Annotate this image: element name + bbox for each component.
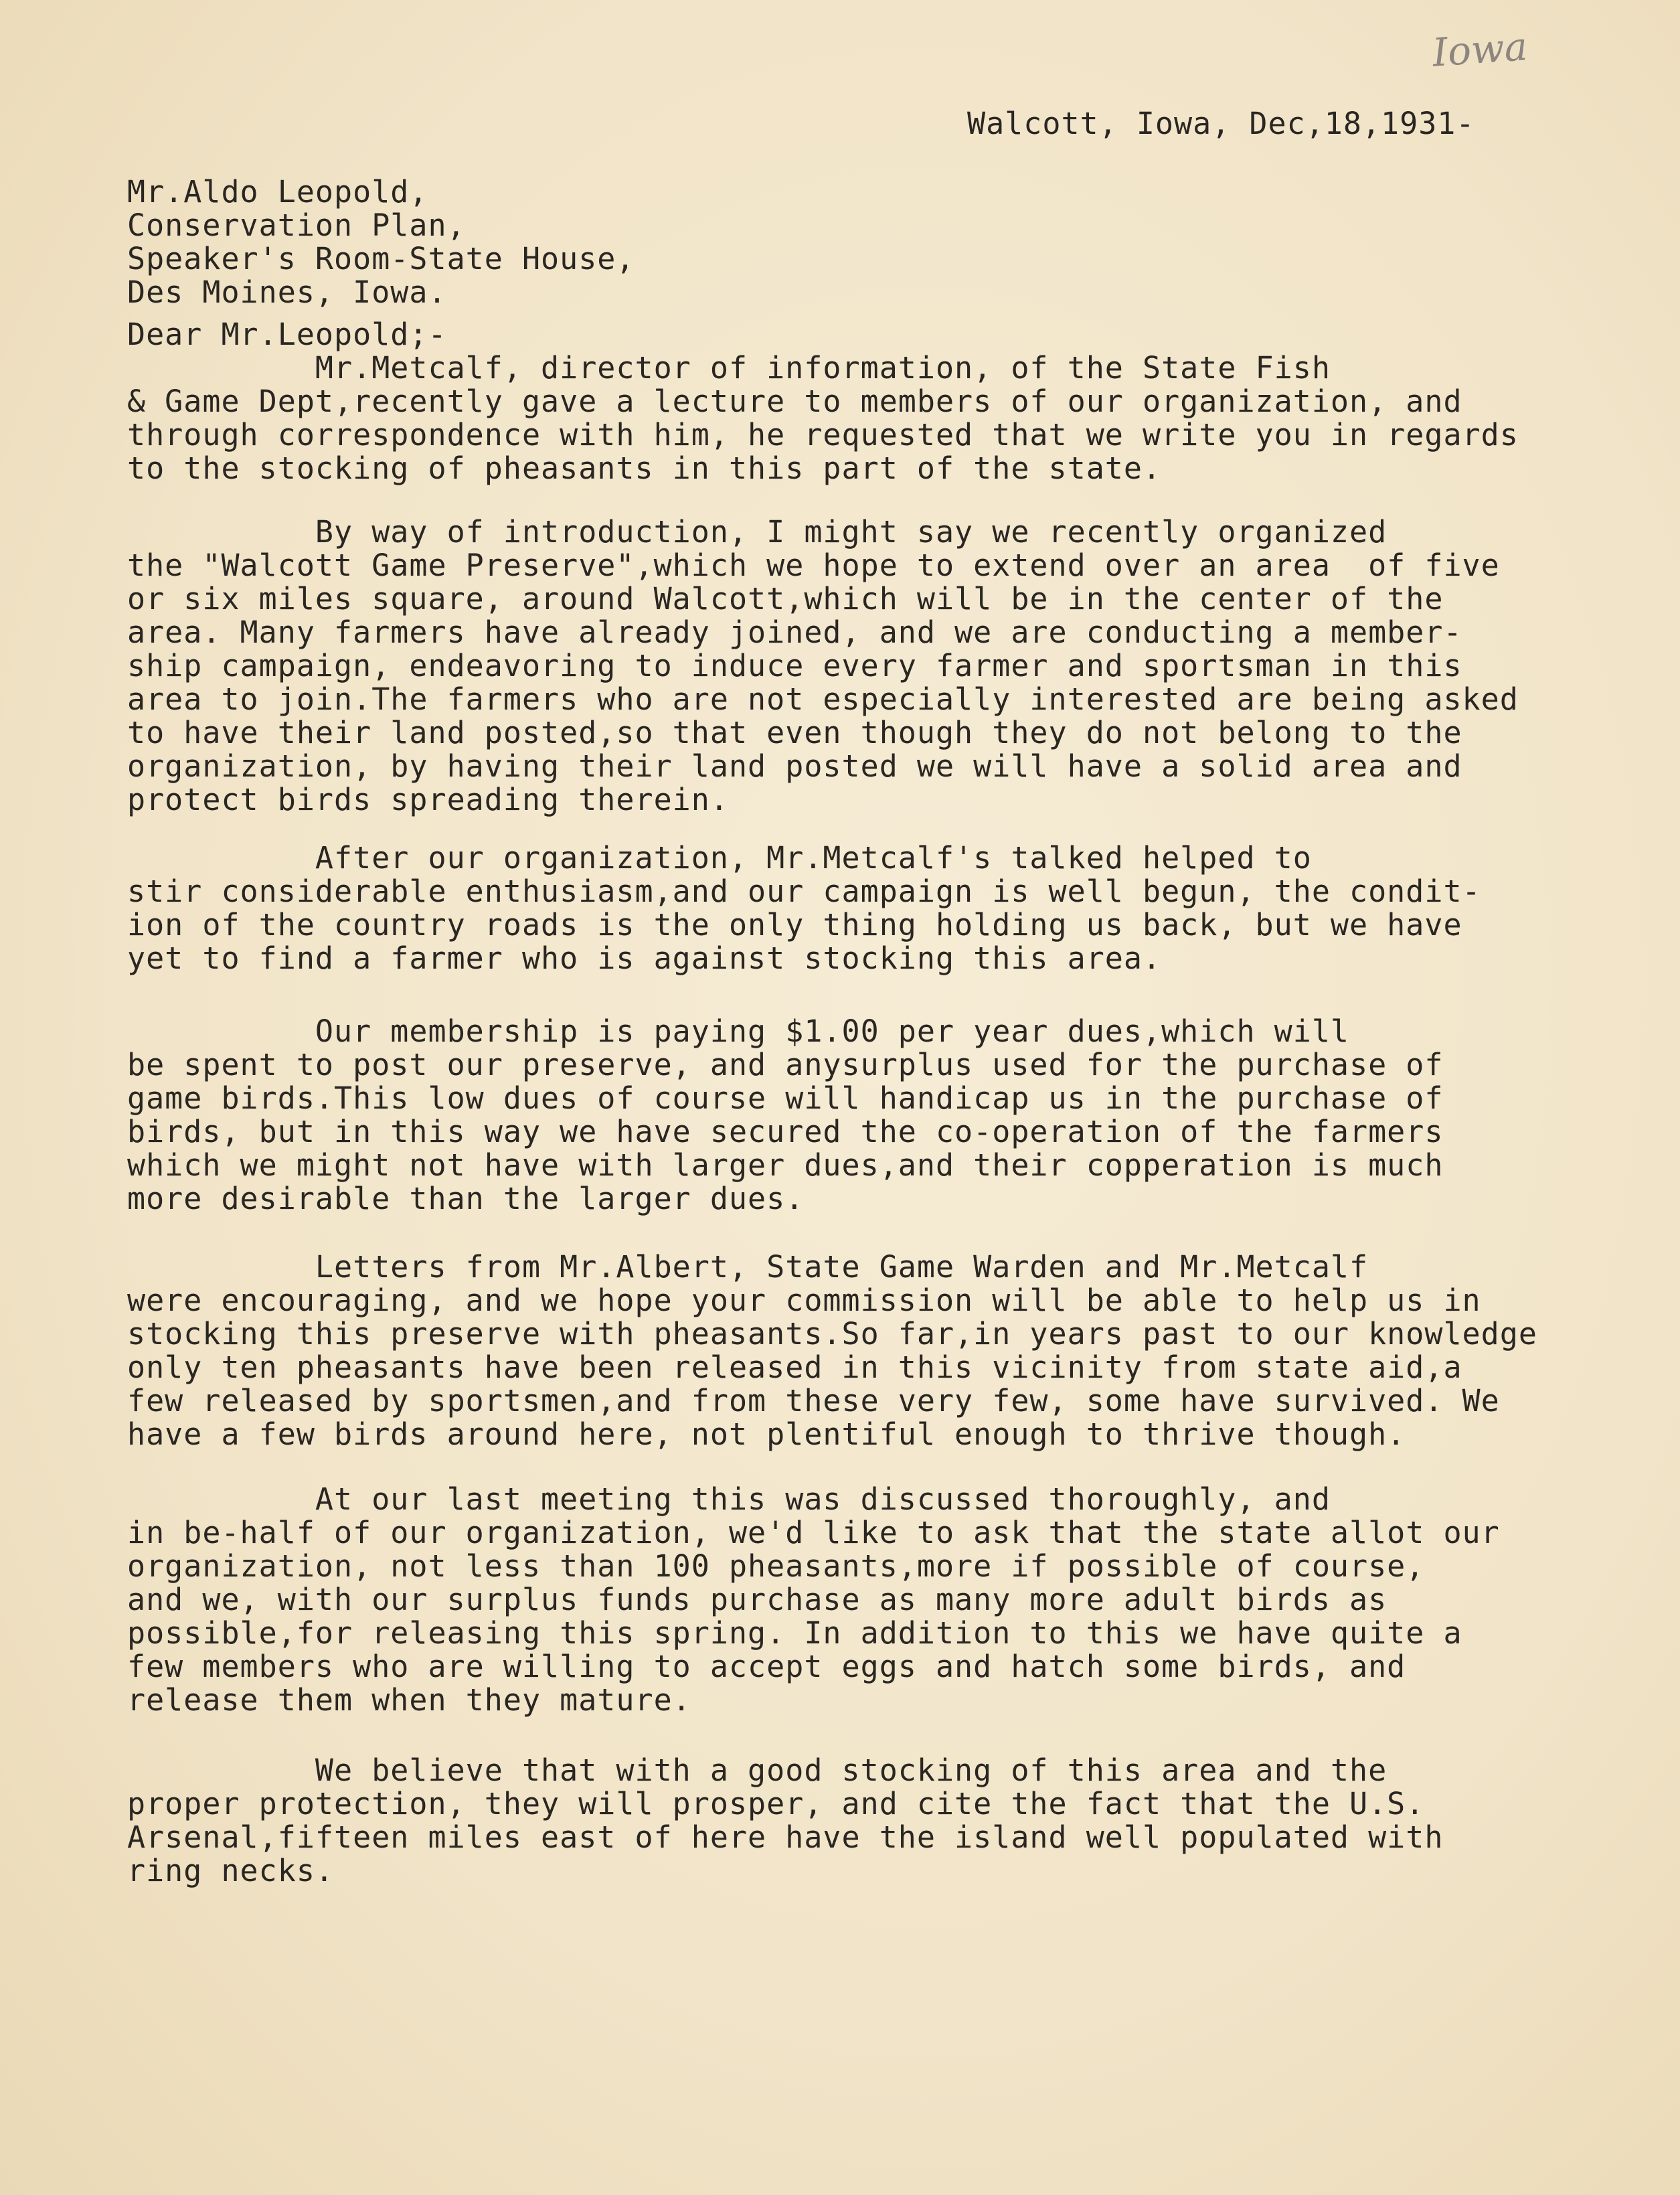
address-line: Des Moines, Iowa. bbox=[127, 274, 447, 310]
text-line: By way of introduction, I might say we recently organized bbox=[127, 514, 1388, 550]
text-line: the "Walcott Game Preserve",which we hope to extend over an area of five bbox=[127, 548, 1500, 583]
text-line: be spent to post our preserve, and anysurplus used for the purchase of bbox=[127, 1047, 1444, 1082]
paragraph-7 bbox=[127, 1754, 1443, 1888]
text-line: At our last meeting this was discussed thoroughly, and bbox=[127, 1481, 1331, 1517]
text-line: ship campaign, endeavoring to induce every farmer and sportsman in this bbox=[127, 648, 1462, 683]
text-line: possible,for releasing this spring. In addition to this we have quite a bbox=[127, 1615, 1462, 1651]
paragraph-3 bbox=[127, 841, 1481, 975]
address-line: Mr.Aldo Leopold, bbox=[127, 174, 428, 210]
text-line: through correspondence with him, he requested that we write you in regards bbox=[127, 417, 1519, 453]
text-line: birds, but in this way we have secured the co-operation of the farmers bbox=[127, 1114, 1444, 1149]
text-line: which we might not have with larger dues,and their copperation is much bbox=[127, 1147, 1444, 1183]
salutation: Dear Mr.Leopold;- bbox=[127, 317, 447, 352]
text-line: have a few birds around here, not plentiful enough to thrive though. bbox=[127, 1416, 1406, 1452]
address-line: Conservation Plan, bbox=[127, 208, 466, 243]
text-line: protect birds spreading therein. bbox=[127, 782, 729, 817]
text-line: stir considerable enthusiasm,and our campaign is well begun, the condit- bbox=[127, 874, 1481, 909]
text-line: proper protection, they will prosper, and cite the fact that the U.S. bbox=[127, 1786, 1425, 1821]
dateline: Walcott, Iowa, Dec,18,1931- bbox=[967, 106, 1475, 141]
text-line: ion of the country roads is the only thing holding us back, but we have bbox=[127, 907, 1462, 943]
text-line: Our membership is paying $1.00 per year dues,which will bbox=[127, 1013, 1349, 1049]
text-line: or six miles square, around Walcott,which will be in the center of the bbox=[127, 581, 1444, 617]
text-line: After our organization, Mr.Metcalf's talked helped to bbox=[127, 840, 1312, 876]
text-line: few released by sportsmen,and from these very few, some have survived. We bbox=[127, 1383, 1500, 1418]
handwritten-annotation: Iowa bbox=[1430, 23, 1529, 76]
text-line: few members who are willing to accept eggs and hatch some birds, and bbox=[127, 1649, 1406, 1684]
text-line: release them when they mature. bbox=[127, 1682, 691, 1718]
text-line: organization, not less than 100 pheasants,more if possible of course, bbox=[127, 1548, 1425, 1584]
text-line: Letters from Mr.Albert, State Game Warden and Mr.Metcalf bbox=[127, 1249, 1369, 1285]
recipient-address bbox=[127, 175, 635, 309]
text-line: & Game Dept,recently gave a lecture to members of our organization, and bbox=[127, 384, 1462, 419]
paragraph-6 bbox=[127, 1483, 1500, 1717]
paragraph-5 bbox=[127, 1250, 1537, 1451]
paragraph-1 bbox=[127, 351, 1519, 485]
address-line: Speaker's Room-State House, bbox=[127, 241, 635, 276]
text-line: yet to find a farmer who is against stocking this area. bbox=[127, 941, 1162, 976]
text-line: Arsenal,fifteen miles east of here have the island well populated with bbox=[127, 1819, 1444, 1855]
paragraph-2 bbox=[127, 515, 1519, 817]
paragraph-4 bbox=[127, 1015, 1443, 1216]
text-line: ring necks. bbox=[127, 1853, 335, 1888]
text-line: Mr.Metcalf, director of information, of the State Fish bbox=[127, 350, 1331, 386]
text-line: and we, with our surplus funds purchase as many more adult birds as bbox=[127, 1582, 1388, 1617]
text-line: were encouraging, and we hope your commission will be able to help us in bbox=[127, 1283, 1481, 1318]
text-line: game birds.This low dues of course will handicap us in the purchase of bbox=[127, 1080, 1444, 1116]
text-line: only ten pheasants have been released in this vicinity from state aid,a bbox=[127, 1350, 1462, 1385]
text-line: area to join.The farmers who are not especially interested are being asked bbox=[127, 681, 1519, 717]
text-line: area. Many farmers have already joined, and we are conducting a member- bbox=[127, 615, 1462, 650]
text-line: to have their land posted,so that even though they do not belong to the bbox=[127, 715, 1462, 750]
text-line: in be-half of our organization, we'd like to ask that the state allot our bbox=[127, 1515, 1500, 1550]
text-line: organization, by having their land posted we will have a solid area and bbox=[127, 748, 1462, 784]
text-line: to the stocking of pheasants in this part of the state. bbox=[127, 451, 1162, 486]
text-line: We believe that with a good stocking of this area and the bbox=[127, 1753, 1388, 1788]
text-line: more desirable than the larger dues. bbox=[127, 1181, 805, 1216]
text-line: stocking this preserve with pheasants.So far,in years past to our knowledge bbox=[127, 1316, 1537, 1352]
